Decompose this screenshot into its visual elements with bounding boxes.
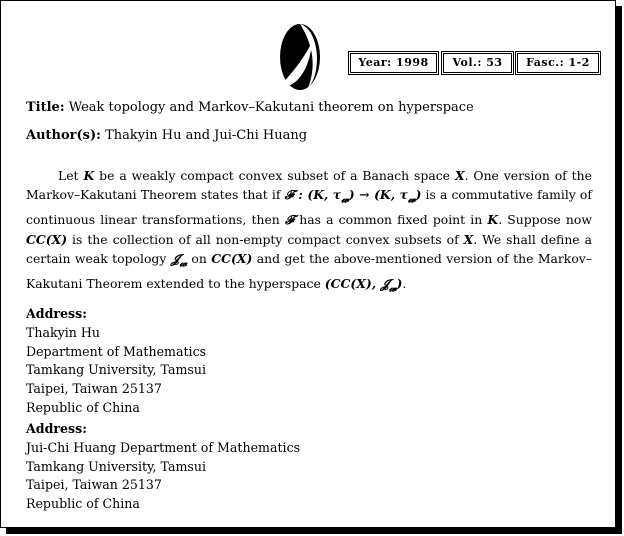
- abstract-text: . Suppose now: [498, 212, 592, 228]
- math-subscript: 𝔀: [179, 257, 187, 270]
- math-subscript: 𝔀: [407, 193, 416, 206]
- abstract-text: is the collection of all non-empty compact convex subsets of: [72, 231, 459, 247]
- address-line: Taipei, Taiwan 25137: [26, 477, 162, 493]
- abstract-text: Let: [58, 168, 79, 183]
- math-subscript: 𝔀: [341, 193, 349, 206]
- title-line: [26, 100, 474, 115]
- abstract-text: . One version of the Markov–Kakutani Theorem states that if: [26, 168, 592, 203]
- math-part: ): [396, 275, 403, 291]
- math-part: 𝓕 : (K, τ: [284, 187, 342, 203]
- math-part: (CC(X), 𝓙: [324, 275, 389, 291]
- address-line: Republic of China: [26, 496, 140, 512]
- abstract-text: be a weakly compact convex subset of a Banach space: [99, 168, 451, 183]
- abstract-text: has a common fixed point in: [299, 212, 483, 228]
- address-block-2: [26, 420, 300, 514]
- abstract-text: and get the above-mentioned version of the Markov–Kakutani Theorem extended to the hyperspace: [26, 251, 592, 291]
- author-names: Thakyin Hu and Jui-Chi Huang: [105, 128, 308, 143]
- abstract-text: is a commutative family of continuous linear transformations, then: [26, 187, 592, 228]
- journal-logo-icon: [278, 22, 322, 92]
- address-line: Tamkang University, Tamsui: [26, 362, 207, 378]
- address-line: Jui-Chi Huang Department of Mathematics: [26, 439, 301, 455]
- math-symbol: K: [83, 168, 95, 183]
- math-symbol: K: [487, 212, 499, 228]
- math-part: 𝓙: [170, 251, 180, 267]
- address-block-1: [26, 305, 206, 418]
- math-symbol: X: [463, 231, 474, 247]
- title-label: Title:: [26, 100, 65, 115]
- abstract-text: . We shall define a certain weak topology: [26, 231, 592, 267]
- fascicle-box: Fasc.: 1-2: [517, 53, 599, 73]
- math-expression: [284, 187, 422, 206]
- math-symbol: CC(X): [26, 231, 68, 247]
- math-expression: [324, 275, 403, 295]
- author-line: [26, 128, 307, 143]
- address-line: Tamkang University, Tamsui: [26, 458, 207, 474]
- math-subscript: 𝔀: [388, 282, 397, 295]
- address-line: Taipei, Taiwan 25137: [26, 381, 162, 397]
- abstract-text: .: [402, 275, 407, 291]
- math-part: ): [415, 187, 422, 203]
- math-expression: [170, 251, 187, 270]
- math-symbol: X: [454, 168, 465, 183]
- year-box: Year: 1998: [350, 53, 437, 73]
- address-label: Address:: [26, 421, 87, 436]
- math-symbol: 𝓕: [284, 212, 295, 228]
- address-line: Republic of China: [26, 399, 140, 415]
- volume-box: Vol.: 53: [443, 53, 512, 73]
- address-line: Department of Mathematics: [26, 343, 207, 359]
- abstract-text: on: [191, 251, 207, 267]
- paper-title: Weak topology and Markov–Kakutani theorem on hyperspace: [68, 100, 474, 115]
- math-part: ) → (K, τ: [348, 187, 408, 203]
- address-label: Address:: [26, 306, 87, 321]
- abstract: [26, 166, 592, 299]
- author-label: Author(s):: [26, 128, 101, 143]
- address-line: Thakyin Hu: [26, 324, 101, 340]
- math-symbol: CC(X): [211, 251, 253, 267]
